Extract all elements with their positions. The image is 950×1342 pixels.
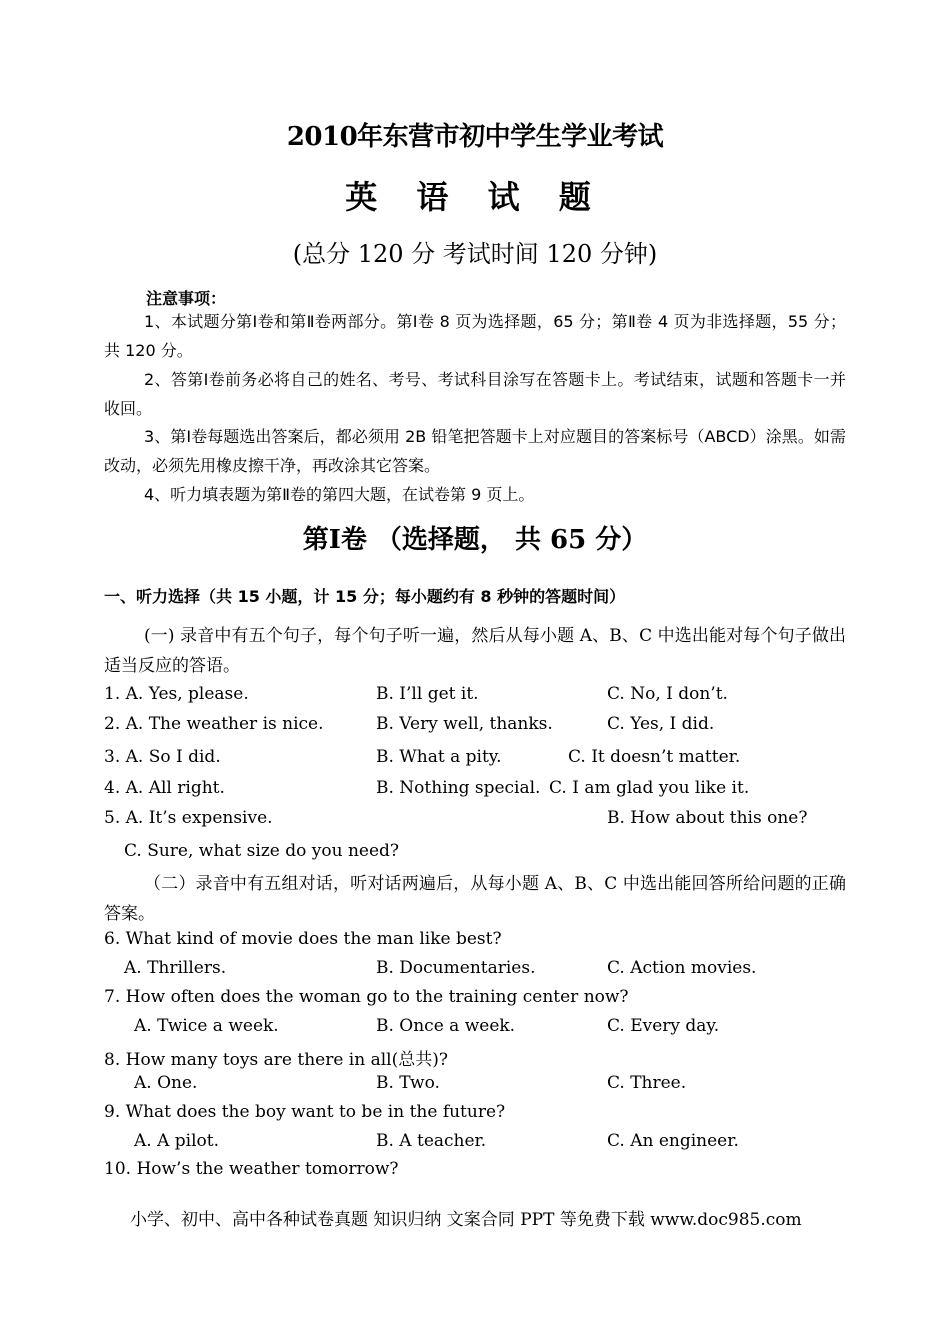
note-item: 1、本试题分第Ⅰ卷和第Ⅱ卷两部分。第Ⅰ卷 8 页为选择题，65 分；第Ⅱ卷 4 页为非选择题，55 分；共 120 分。 [104,312,846,360]
notes-heading: 注意事项： [146,289,227,308]
question-6-option-c: C. Action movies. [607,958,757,978]
exam-info: (总分 120 分 考试时间 120 分钟) [292,240,658,268]
question-6-stem: 6. What kind of movie does the man like best? [104,929,502,949]
question-9-option-c: C. An engineer. [607,1131,739,1151]
question-5-option-a: 5. A. It’s expensive. [104,808,273,828]
question-9-option-a: A. A pilot. [134,1131,219,1151]
part1-intro-2: （二）录音中有五组对话，听对话两遍后，从每小题 A、B、C 中选出能回答所给问题的正确答案。 [104,874,846,924]
question-9-option-b: B. A teacher. [376,1131,487,1151]
question-6-option-b: B. Documentaries. [376,958,536,978]
question-3-option-a: 3. A. So I did. [104,747,221,767]
question-1-option-b: B. I’ll get it. [376,684,479,704]
subject-title: 英 语 试 题 [345,178,605,216]
question-2-option-c: C. Yes, I did. [607,714,715,734]
question-3-option-c: C. It doesn’t matter. [568,747,741,767]
note-item: 2、答第Ⅰ卷前务必将自己的姓名、考号、考试科目涂写在答题卡上。考试结束，试题和答题卡一并收回。 [104,370,846,418]
question-1-option-a: 1. A. Yes, please. [104,684,249,704]
question-8-option-a: A. One. [134,1073,198,1093]
question-2-option-b: B. Very well, thanks. [376,714,553,734]
question-2-option-a: 2. A. The weather is nice. [104,714,324,734]
question-8-option-c: C. Three. [607,1073,687,1093]
exam-title: 2010年东营市初中学生学业考试 [286,122,664,152]
note-item: 4、听力填表题为第Ⅱ卷的第四大题，在试卷第 9 页上。 [144,485,535,504]
question-7-option-c: C. Every day. [607,1016,720,1036]
question-1-option-c: C. No, I don’t. [607,684,728,704]
part1-intro: (一) 录音中有五个句子，每个句子听一遍，然后从每小题 A、B、C 中选出能对每个句子做出适当反应的答语。 [104,626,846,676]
question-5-option-c: C. Sure, what size do you need? [124,841,400,861]
question-9-stem: 9. What does the boy want to be in the future? [104,1102,506,1122]
section-title: 第Ⅰ卷 （选择题， 共 65 分） [302,525,648,555]
question-7-stem: 7. How often does the woman go to the training center now? [104,987,629,1007]
question-7-option-b: B. Once a week. [376,1016,516,1036]
question-5-option-b: B. How about this one? [607,808,808,828]
question-4-option-c: C. I am glad you like it. [549,778,750,798]
question-4-option-a: 4. A. All right. [104,778,225,798]
question-6-option-a: A. Thrillers. [124,958,227,978]
question-8-stem: 8. How many toys are there in all(总共)? [104,1050,448,1070]
note-item: 3、第Ⅰ卷每题选出答案后，都必须用 2B 铅笔把答题卡上对应题目的答案标号（ABCD）涂黑。如需改动，必须先用橡皮擦干净，再改涂其它答案。 [104,427,846,475]
footer-watermark-text: 小学、初中、高中各种试卷真题 知识归纳 文案合同 PPT 等免费下载 www.doc985.com [130,1210,802,1230]
question-8-option-b: B. Two. [376,1073,440,1093]
question-3-option-b: B. What a pity. [376,747,502,767]
question-10-stem: 10. How’s the weather tomorrow? [104,1159,399,1179]
question-4-option-b: B. Nothing special. [376,778,541,798]
question-7-option-a: A. Twice a week. [134,1016,279,1036]
part1-title: 一、听力选择（共 15 小题，计 15 分；每小题约有 8 秒钟的答题时间） [104,587,626,606]
